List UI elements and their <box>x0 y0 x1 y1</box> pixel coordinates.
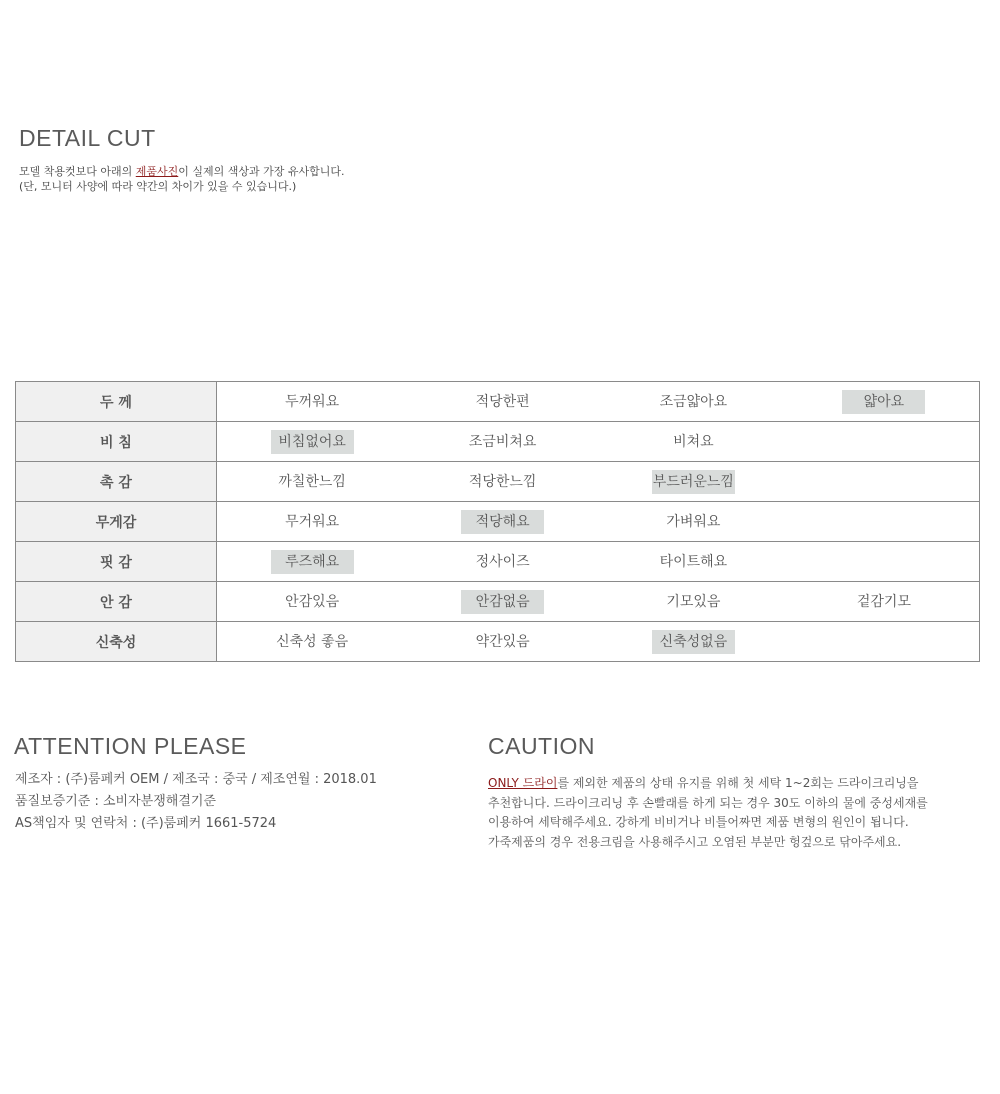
spec-cell <box>407 582 598 622</box>
spec-cell <box>217 542 408 582</box>
spec-cell <box>407 542 598 582</box>
spec-option: 조금얇아요 <box>659 393 728 410</box>
spec-cell <box>598 462 789 502</box>
spec-row-label: 핏 감 <box>16 542 217 582</box>
spec-row-label: 무게감 <box>16 502 217 542</box>
note-text-post: 이 실제의 색상과 가장 유사합니다. <box>178 165 345 178</box>
spec-row <box>16 382 980 422</box>
spec-option: 타이트해요 <box>659 553 728 570</box>
note-text-line2: (단, 모니터 사양에 따라 약간의 차이가 있을 수 있습니다.) <box>19 180 297 193</box>
spec-row-label: 비 침 <box>16 422 217 462</box>
attention-title: ATTENTION PLEASE <box>14 733 247 759</box>
spec-option-selected: 신축성없음 <box>652 630 735 654</box>
spec-cell <box>598 622 789 662</box>
spec-cell <box>598 582 789 622</box>
spec-option: 적당한느낌 <box>468 473 537 490</box>
spec-option: 비쳐요 <box>673 433 714 450</box>
spec-cell <box>217 502 408 542</box>
spec-cell <box>407 462 598 502</box>
spec-row <box>16 622 980 662</box>
caution-line-4: 가죽제품의 경우 전용크림을 사용해주시고 오염된 부분만 헝겊으로 닦아주세요. <box>488 834 902 849</box>
spec-row <box>16 422 980 462</box>
as-contact-info: AS책임자 및 연락처 : (주)룸페커 1661-5724 <box>15 816 277 831</box>
spec-cell <box>789 622 980 662</box>
spec-cell <box>789 382 980 422</box>
spec-cell <box>789 422 980 462</box>
spec-option-selected: 루즈해요 <box>271 550 354 574</box>
spec-cell <box>407 422 598 462</box>
spec-cell <box>789 502 980 542</box>
caution-line-1 <box>488 774 958 794</box>
spec-cell <box>217 382 408 422</box>
spec-cell <box>217 622 408 662</box>
caution-title: CAUTION <box>488 733 595 759</box>
spec-option: 약간있음 <box>475 633 530 650</box>
spec-option-selected: 안감없음 <box>461 590 544 614</box>
spec-option: 무거워요 <box>285 513 340 530</box>
spec-row-label: 신축성 <box>16 622 217 662</box>
note-highlight-product-photo: 제품사진 <box>135 165 179 178</box>
caution-line-2: 추천합니다. 드라이크리닝 후 손빨래를 하게 되는 경우 30도 이하의 물에 중성세재를 <box>488 795 928 810</box>
detail-cut-title: DETAIL CUT <box>19 125 156 151</box>
spec-cell <box>217 582 408 622</box>
spec-cell <box>407 382 598 422</box>
spec-option: 겉감기모 <box>856 593 911 610</box>
spec-cell <box>598 422 789 462</box>
spec-row <box>16 462 980 502</box>
spec-row <box>16 582 980 622</box>
spec-cell <box>407 502 598 542</box>
spec-row <box>16 542 980 582</box>
spec-row-label: 두 께 <box>16 382 217 422</box>
quality-standard-info: 품질보증기준 : 소비자분쟁해결기준 <box>15 794 217 809</box>
note-text-pre: 모델 착용컷보다 아래의 <box>19 165 136 178</box>
spec-cell <box>789 462 980 502</box>
spec-cell <box>789 582 980 622</box>
spec-cell <box>598 502 789 542</box>
spec-option: 두꺼워요 <box>285 393 340 410</box>
spec-option: 기모있음 <box>666 593 721 610</box>
spec-option-selected: 부드러운느낌 <box>652 470 735 494</box>
spec-option: 신축성 좋음 <box>276 633 349 650</box>
detail-cut-note <box>19 164 345 194</box>
spec-cell <box>789 542 980 582</box>
spec-option-selected: 적당해요 <box>461 510 544 534</box>
caution-line-3: 이용하여 세탁해주세요. 강하게 비비거나 비틀어짜면 제품 변형의 원인이 됩니다. <box>488 815 909 829</box>
spec-cell <box>598 382 789 422</box>
caution-text <box>488 774 958 852</box>
spec-cell <box>407 622 598 662</box>
spec-row <box>16 502 980 542</box>
spec-option: 정사이즈 <box>475 553 530 570</box>
spec-cell <box>217 422 408 462</box>
caution-only-dry-highlight: ONLY 드라이 <box>488 776 558 790</box>
product-spec-table <box>15 381 980 662</box>
spec-option: 가벼워요 <box>666 513 721 530</box>
attention-info-list <box>15 769 377 835</box>
spec-option-selected: 비침없어요 <box>271 430 354 454</box>
manufacturer-info: 제조자 : (주)룸페커 OEM / 제조국 : 중국 / 제조연월 : 2018.01 <box>15 772 377 787</box>
spec-cell <box>598 542 789 582</box>
spec-option: 까칠한느낌 <box>278 473 346 490</box>
spec-option: 안감있음 <box>285 593 340 610</box>
spec-option: 조금비쳐요 <box>468 433 537 450</box>
spec-cell <box>217 462 408 502</box>
spec-option-selected: 얇아요 <box>842 390 925 414</box>
caution-line-1-text: 를 제외한 제품의 상태 유지를 위해 첫 세탁 1~2회는 드라이크리닝을 <box>557 776 919 790</box>
spec-row-label: 안 감 <box>16 582 217 622</box>
spec-option: 적당한편 <box>475 393 530 410</box>
spec-row-label: 촉 감 <box>16 462 217 502</box>
